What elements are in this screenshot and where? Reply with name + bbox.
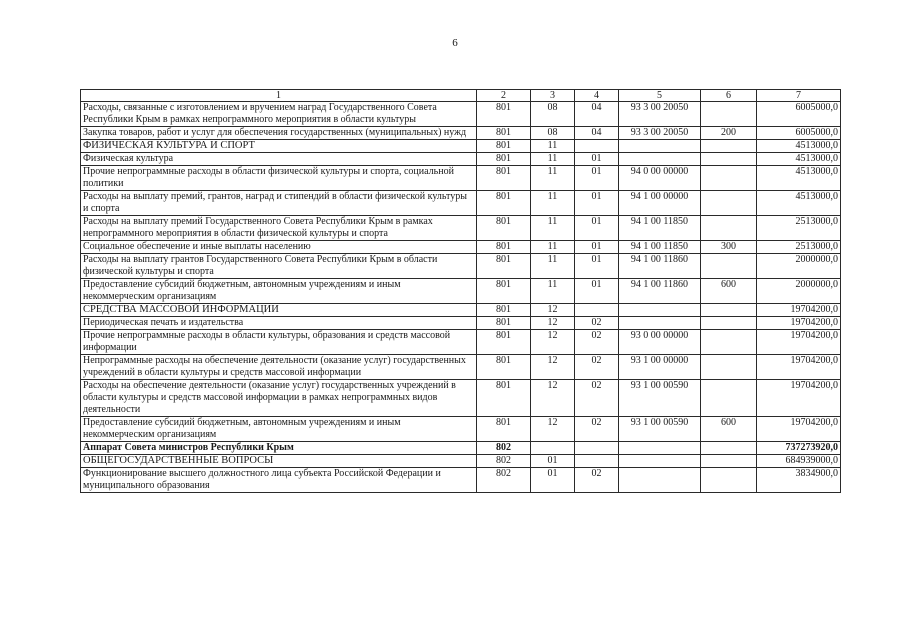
- row-subsection-code: 02: [575, 380, 619, 417]
- row-name: Прочие непрограммные расходы в области культуры, образования и средств массовой информации: [81, 330, 477, 355]
- row-amount: 19704200,0: [757, 304, 841, 317]
- row-target-article: 93 0 00 00000: [619, 330, 701, 355]
- table-row: [81, 191, 841, 216]
- row-expense-type: [701, 317, 757, 330]
- row-name: Физическая культура: [81, 153, 477, 166]
- row-subsection-code: [575, 304, 619, 317]
- row-section-code: 11: [531, 216, 575, 241]
- row-grbs-code: 802: [477, 455, 531, 468]
- column-header: 1: [81, 90, 477, 102]
- row-subsection-code: 02: [575, 317, 619, 330]
- row-expense-type: [701, 355, 757, 380]
- row-grbs-code: 801: [477, 304, 531, 317]
- row-section-code: 12: [531, 380, 575, 417]
- row-expense-type: [701, 330, 757, 355]
- page-number: 6: [452, 37, 458, 49]
- row-grbs-code: 801: [477, 153, 531, 166]
- row-target-article: 93 3 00 20050: [619, 127, 701, 140]
- row-section-code: 11: [531, 166, 575, 191]
- row-subsection-code: 02: [575, 355, 619, 380]
- column-header: 6: [701, 90, 757, 102]
- column-header: 2: [477, 90, 531, 102]
- row-target-article: 94 1 00 11850: [619, 216, 701, 241]
- row-name: Периодическая печать и издательства: [81, 317, 477, 330]
- row-target-article: [619, 442, 701, 455]
- row-subsection-code: 01: [575, 279, 619, 304]
- row-grbs-code: 801: [477, 241, 531, 254]
- table-row: [81, 241, 841, 254]
- row-grbs-code: 801: [477, 191, 531, 216]
- table-row: [81, 102, 841, 127]
- row-name: СРЕДСТВА МАССОВОЙ ИНФОРМАЦИИ: [81, 304, 477, 317]
- row-target-article: [619, 317, 701, 330]
- column-header: 7: [757, 90, 841, 102]
- row-section-code: 12: [531, 330, 575, 355]
- row-grbs-code: 801: [477, 254, 531, 279]
- row-amount: 4513000,0: [757, 166, 841, 191]
- row-expense-type: 300: [701, 241, 757, 254]
- row-amount: 19704200,0: [757, 330, 841, 355]
- row-section-code: 12: [531, 304, 575, 317]
- row-expense-type: [701, 191, 757, 216]
- table-row: [81, 216, 841, 241]
- row-name: ФИЗИЧЕСКАЯ КУЛЬТУРА И СПОРТ: [81, 140, 477, 153]
- row-name: Социальное обеспечение и иные выплаты населению: [81, 241, 477, 254]
- row-expense-type: [701, 468, 757, 493]
- row-subsection-code: 02: [575, 330, 619, 355]
- row-expense-type: 200: [701, 127, 757, 140]
- row-grbs-code: 801: [477, 380, 531, 417]
- row-name: Расходы, связанные с изготовлением и вручением наград Государственного Совета Республики Крым в рамках непрограммного мероприятия в области культуры: [81, 102, 477, 127]
- row-amount: 4513000,0: [757, 191, 841, 216]
- row-target-article: 93 3 00 20050: [619, 102, 701, 127]
- row-name: Непрограммные расходы на обеспечение деятельности (оказание услуг) государственных учреждений в области культуры и средств массовой информации: [81, 355, 477, 380]
- row-subsection-code: [575, 442, 619, 455]
- row-target-article: 94 1 00 00000: [619, 191, 701, 216]
- row-section-code: 01: [531, 455, 575, 468]
- row-subsection-code: 01: [575, 191, 619, 216]
- table-row: [81, 153, 841, 166]
- row-name: Расходы на выплату премий Государственного Совета Республики Крым в рамках непрограммного мероприятия в области физической культуры и спорта: [81, 216, 477, 241]
- row-amount: 4513000,0: [757, 140, 841, 153]
- row-expense-type: 600: [701, 279, 757, 304]
- row-expense-type: [701, 455, 757, 468]
- row-name: Расходы на выплату грантов Государственного Совета Республики Крым в области физической культуры и спорта: [81, 254, 477, 279]
- row-section-code: 11: [531, 241, 575, 254]
- row-section-code: 08: [531, 102, 575, 127]
- row-subsection-code: 01: [575, 241, 619, 254]
- table-row: [81, 254, 841, 279]
- table-row: [81, 330, 841, 355]
- table-row: [81, 317, 841, 330]
- table-row: [81, 455, 841, 468]
- row-name: Расходы на обеспечение деятельности (оказание услуг) государственных учреждений в области культуры и средств массовой информации в рамках непрограммных видов деятельности: [81, 380, 477, 417]
- table-row: [81, 279, 841, 304]
- row-section-code: 01: [531, 468, 575, 493]
- row-grbs-code: 801: [477, 166, 531, 191]
- row-section-code: 08: [531, 127, 575, 140]
- table-row: [81, 166, 841, 191]
- row-amount: 2513000,0: [757, 216, 841, 241]
- row-target-article: [619, 468, 701, 493]
- row-amount: 19704200,0: [757, 417, 841, 442]
- row-amount: 3834900,0: [757, 468, 841, 493]
- row-grbs-code: 801: [477, 355, 531, 380]
- row-name: Прочие непрограммные расходы в области физической культуры и спорта, социальной политики: [81, 166, 477, 191]
- row-subsection-code: 04: [575, 127, 619, 140]
- row-grbs-code: 802: [477, 468, 531, 493]
- row-section-code: 12: [531, 317, 575, 330]
- row-amount: 737273920,0: [757, 442, 841, 455]
- table-row: [81, 442, 841, 455]
- row-subsection-code: 04: [575, 102, 619, 127]
- row-name: ОБЩЕГОСУДАРСТВЕННЫЕ ВОПРОСЫ: [81, 455, 477, 468]
- row-subsection-code: 02: [575, 417, 619, 442]
- row-expense-type: 600: [701, 417, 757, 442]
- row-section-code: 11: [531, 279, 575, 304]
- row-subsection-code: [575, 455, 619, 468]
- row-grbs-code: 801: [477, 102, 531, 127]
- row-expense-type: [701, 442, 757, 455]
- row-subsection-code: [575, 140, 619, 153]
- row-subsection-code: 01: [575, 166, 619, 191]
- row-name: Закупка товаров, работ и услуг для обеспечения государственных (муниципальных) нужд: [81, 127, 477, 140]
- row-grbs-code: 802: [477, 442, 531, 455]
- budget-table-body: [81, 102, 841, 493]
- row-subsection-code: 01: [575, 153, 619, 166]
- row-target-article: [619, 304, 701, 317]
- row-amount: 6005000,0: [757, 102, 841, 127]
- row-target-article: 93 1 00 00000: [619, 355, 701, 380]
- row-expense-type: [701, 216, 757, 241]
- row-name: Функционирование высшего должностного лица субъекта Российской Федерации и муниципального образования: [81, 468, 477, 493]
- row-name: Расходы на выплату премий, грантов, наград и стипендий в области физической культуры и спорта: [81, 191, 477, 216]
- row-grbs-code: 801: [477, 330, 531, 355]
- row-target-article: 94 1 00 11860: [619, 279, 701, 304]
- row-section-code: 11: [531, 191, 575, 216]
- row-target-article: 93 1 00 00590: [619, 417, 701, 442]
- row-amount: 6005000,0: [757, 127, 841, 140]
- row-amount: 684939000,0: [757, 455, 841, 468]
- row-name: Предоставление субсидий бюджетным, автономным учреждениям и иным некоммерческим организациям: [81, 417, 477, 442]
- column-header: 4: [575, 90, 619, 102]
- column-header: 3: [531, 90, 575, 102]
- row-amount: 19704200,0: [757, 355, 841, 380]
- row-target-article: [619, 455, 701, 468]
- row-expense-type: [701, 254, 757, 279]
- table-row: [81, 140, 841, 153]
- row-section-code: 11: [531, 254, 575, 279]
- row-amount: 2513000,0: [757, 241, 841, 254]
- row-grbs-code: 801: [477, 417, 531, 442]
- table-row: [81, 127, 841, 140]
- row-amount: 4513000,0: [757, 153, 841, 166]
- row-section-code: 11: [531, 153, 575, 166]
- row-subsection-code: 02: [575, 468, 619, 493]
- row-expense-type: [701, 140, 757, 153]
- row-amount: 19704200,0: [757, 317, 841, 330]
- row-expense-type: [701, 304, 757, 317]
- row-subsection-code: 01: [575, 254, 619, 279]
- row-target-article: 93 1 00 00590: [619, 380, 701, 417]
- table-row: [81, 355, 841, 380]
- row-target-article: 94 1 00 11850: [619, 241, 701, 254]
- header-row: [81, 90, 841, 102]
- row-target-article: 94 1 00 11860: [619, 254, 701, 279]
- row-expense-type: [701, 380, 757, 417]
- row-expense-type: [701, 153, 757, 166]
- row-target-article: [619, 140, 701, 153]
- row-grbs-code: 801: [477, 127, 531, 140]
- row-section-code: 12: [531, 355, 575, 380]
- row-expense-type: [701, 102, 757, 127]
- row-grbs-code: 801: [477, 216, 531, 241]
- table-row: [81, 304, 841, 317]
- budget-table: [80, 89, 841, 493]
- column-header: 5: [619, 90, 701, 102]
- row-grbs-code: 801: [477, 317, 531, 330]
- row-amount: 2000000,0: [757, 279, 841, 304]
- row-section-code: 11: [531, 140, 575, 153]
- row-expense-type: [701, 166, 757, 191]
- row-section-code: 12: [531, 417, 575, 442]
- row-grbs-code: 801: [477, 140, 531, 153]
- row-grbs-code: 801: [477, 279, 531, 304]
- row-subsection-code: 01: [575, 216, 619, 241]
- row-name: Предоставление субсидий бюджетным, автономным учреждениям и иным некоммерческим организациям: [81, 279, 477, 304]
- table-row: [81, 380, 841, 417]
- row-amount: 19704200,0: [757, 380, 841, 417]
- row-name: Аппарат Совета министров Республики Крым: [81, 442, 477, 455]
- row-target-article: [619, 153, 701, 166]
- table-row: [81, 417, 841, 442]
- row-target-article: 94 0 00 00000: [619, 166, 701, 191]
- row-section-code: [531, 442, 575, 455]
- row-amount: 2000000,0: [757, 254, 841, 279]
- table-row: [81, 468, 841, 493]
